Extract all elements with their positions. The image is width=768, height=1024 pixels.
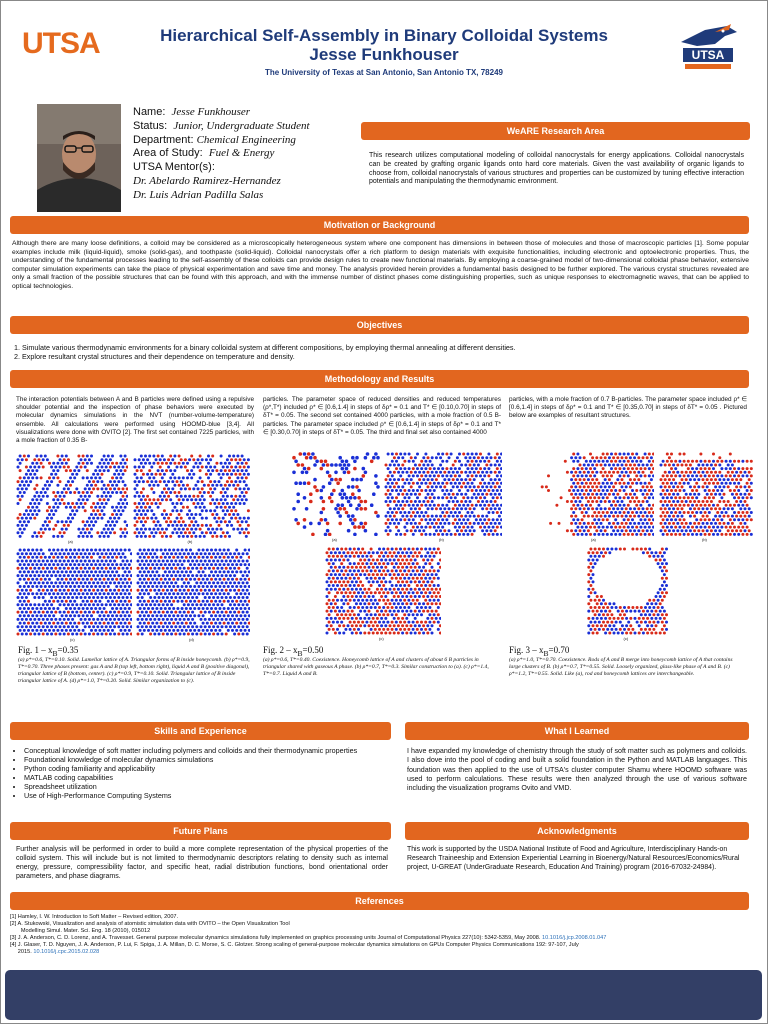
mentor-1: Dr. Abelardo Ramirez-Hernandez — [133, 174, 281, 187]
simulation-snapshot — [570, 547, 685, 635]
reference-item: [4] J. Glaser, T. D. Nguyen, J. A. Anderson, P. Lui, F. Spiga, J. A. Millan, D. C. Morse, S. C. Glotzer. Strong scaling of general-purpose molecular dynamics simulations on GPUs Computer Physics Communications 192: 97-107, July — [10, 942, 579, 948]
reference-doi-link[interactable]: 10.1016/j.cpc.2015.02.028 — [33, 949, 100, 955]
simulation-snapshot — [325, 547, 441, 635]
panel-label: (c) — [623, 636, 629, 641]
utsa-logo-left: UTSA — [22, 27, 100, 60]
simulation-snapshot — [659, 452, 753, 536]
future-text: Further analysis will be performed in order to build a more complete representation of the physical properties of the colloid system. This will include but is not limited to thermodynamic descriptors relating to density such as internal energy, pressure, compressibility factor, and specific heat, radial distribution functions, bond orientational order parameters, and phase diagrams. — [16, 846, 388, 880]
panel-label: (c) — [70, 637, 75, 642]
roadrunner-logo-icon — [675, 22, 741, 74]
area-value: Fuel & Energy — [208, 147, 275, 160]
simulation-snapshot — [16, 454, 128, 538]
poster-header — [0, 0, 768, 95]
reference-doi-link[interactable]: 10.1016/j.jcp.2008.01.047 — [542, 935, 607, 941]
area-label: Area of Study: — [133, 147, 203, 160]
method-text-col3: particles, with a mole fraction of 0.7 B-particles. The parameter space included ρ* ∈ [0.6,1.4] in steps of δρ* = 0.1 and T* ∈ [0.35,0.70] in steps of δT* = 0.05 . Pictured below are examples of resultant structures. — [509, 396, 747, 420]
reference-item: [3] J. A. Anderson, C. D. Lorenz, and A. Travesset. General purpose molecular dynamics simulations fully implemented on graphics processing units Journal of Computational Physics 227(10): 5342-5359, May 2008. 10.1016/j.jcp.2008.01.047 — [10, 935, 607, 941]
panel-label: (b) — [702, 537, 707, 542]
method-text-col2: particles. The parameter space of reduced densities and reduced temperatures (ρ*,T*) included ρ* ∈ [0.6,1.4] in steps of δρ* = 0.1 and T* ∈ [0.10,0.70] in steps of δT* = 0.05. The second set contained 4000 particles, with a mole fraction of 0.5 B-particles. The parameter space included ρ* ∈ [0.6,1.4] in steps of δρ* = 0.1 and T* ∈ [0.30,0.70] in steps of δT* = 0.05. The third and final set also contained 4000 — [263, 396, 501, 436]
simulation-snapshot — [133, 454, 250, 538]
title-line-1: Hierarchical Self-Assembly in Binary Colloidal Systems — [160, 26, 608, 45]
panel-label: (b) — [187, 539, 193, 544]
motivation-header: Motivation or Background — [10, 216, 749, 234]
fig3-caption: Fig. $3 - x_B=0.70$ — [509, 645, 570, 658]
fig1-description: (a) ρ*=0.6, T*=0.10. Solid. Lamellar lattice of A. Triangular forms of B inside honeycomb. (b) ρ*=0.9, T*=0.70. Three phases present: gas A and B (top left, bottom right), liquid A and B (positive diagonal), triangular lattice of B (bottom, center). (c) ρ*=0.9, T*=0.10. Solid. Triangular lattice of B inside triangular lattice of A. (d) ρ*=1.0, T*=0.20. Solid. Similar organization to (c). — [18, 657, 250, 684]
name-label: Name: — [133, 106, 166, 118]
department-label: Department: — [133, 133, 194, 146]
panel-label: (a) — [591, 537, 596, 542]
skill-item: • Python coding familiarity and applicability — [24, 764, 386, 773]
skills-list — [14, 746, 386, 800]
motivation-text: Although there are many loose definitions, a colloid may be considered as a microscopically heterogeneous system where one component has dimensions in between those of molecules and those of macroscopic particles [1]. Some popular examples include milk (liquid-liquid), smoke (solid-gas), and toothpaste (solid-liquid). Colloidal nanocrystals offer a rich platform to design materials with exquisite functionalities, including electronic and optoelectronic properties. Thus, the understanding of the fundamental processes leading to the self-assembly of these colloids can provide design rules to create new functional materials. By employing a coarse-grained model of two-dimensional colloidal phase behavior, extensive computer simulation experiments can take the place of physical experimentation and save time and money. The analysis provided herein provides a fundamental basis designed to be further explored. The various crystal structures revealed are only a small fraction of the possible structures that can be found with this approach, and with the immense number of distinct phases come distinguishing properties, such as unique responses to electromagnetic waves, that can be applied to optical technologies. — [12, 240, 749, 290]
utsa-logo-right-text: UTSA — [691, 48, 725, 62]
skills-header: Skills and Experience — [10, 722, 391, 740]
future-header: Future Plans — [10, 822, 391, 840]
simulation-snapshot — [536, 452, 654, 536]
mentor-label: UTSA Mentor(s): — [133, 161, 215, 174]
skill-item: • Foundational knowledge of molecular dynamics simulations — [24, 755, 386, 764]
profile-info — [133, 106, 310, 203]
references-list — [10, 914, 750, 956]
simulation-snapshot — [16, 548, 132, 636]
reference-item: [1] Hamley, I. W. Introduction to Soft Matter – Revised edition, 2007. — [10, 914, 179, 920]
reference-item: [2] A. Stukowski, Visualization and analysis of atomistic simulation data with OVITO – the Open Visualization Tool — [10, 921, 290, 927]
panel-label: (b) — [439, 537, 444, 542]
skill-item: • Spreadsheet utilization — [24, 782, 386, 791]
fig1-caption: Fig. $1 - x_B=0.35$ — [18, 645, 79, 658]
panel-label: (d) — [189, 637, 194, 642]
fig2-description: (a) ρ*=0.6, T*=0.40. Coexistence. Honeycomb lattice of A and clusters of about 6 B particles in triangular shared with gaseous A phase. (b) ρ*=0.7, T*=0.3. Similar construction to (a). (c) ρ*=1.4, T*=0.7. Liquid A and B. — [263, 657, 489, 677]
status-label: Status: — [133, 119, 168, 132]
panel-label: (a) — [68, 539, 73, 544]
skill-item: • MATLAB coding capabilities — [24, 773, 386, 782]
learned-header: What I Learned — [405, 722, 749, 740]
mentor-2: Dr. Luis Adrian Padilla Salas — [133, 188, 264, 201]
objective-item: 2. Explore resultant crystal structures and their dependence on temperature and density. — [14, 352, 295, 361]
learned-text: I have expanded my knowledge of chemistry through the study of soft matter such as polymers and colloids. I also dove into the pool of coding and built a solid foundation in the Python and MATLAB languages. This foundation was then applied to the use of UTSA's cluster computer Shamu where HOOMD software was used to perform calculations. These results were then analyzed through the use of various software including the visualization programs Ovito and VMD. — [407, 747, 747, 793]
skill-item: • Conceptual knowledge of soft matter including polymers and colloids and their thermodynamic properties — [24, 746, 386, 755]
ack-header: Acknowledgments — [405, 822, 749, 840]
objectives-header: Objectives — [10, 316, 749, 334]
poster-title — [110, 26, 658, 64]
panel-label: (a) — [332, 537, 337, 542]
panel-label: (c) — [379, 636, 384, 641]
reference-item: 2015. 10.1016/j.cpc.2015.02.028 — [10, 949, 100, 955]
fig3-description: (a) ρ*=1.0, T*=0.70. Coexistence. Rods of A and B merge into honeycomb lattice of A that contains large clusters of B. (b) ρ*=0.7, T*=0.55. Solid. Loosely organized, glass-like phase of A and B. (c) ρ*=1.2, T*=0.55. Solid. Like (a), rod and honeycomb lattices are interchangeable. — [509, 657, 733, 677]
simulation-snapshot — [136, 548, 250, 636]
method-text-col1: The interaction potentials between A and B particles were defined using a repulsive shoulder potential and the inspection of phase behaviors were executed by molecular dynamics simulations in the NVT (number-volume-temperature) ensemble. All calculations were performed using HOOMD-blue [3,4]. All visualizations were done with OVITO [2]. The first set contained 7225 particles, with a mole fraction of 0.35 B- — [16, 396, 254, 445]
weare-header: WeARE Research Area — [361, 122, 750, 140]
ack-text: This work is supported by the USDA National Institute of Food and Agriculture, Interdisciplinary Hands-on Research Traineeship and Extension Experiential Learning in Bioenergy/Natural Resources/Economics/Rural project, U-GREAT (UnderGraduate Research, Education And Training) program (2016-67032-24984). — [407, 846, 740, 871]
objective-item: 1. Simulate various thermodynamic environments for a binary colloidal system at different compositions, by employing thermal annealing at different densities. — [14, 343, 516, 352]
skill-item: • Use of High-Performance Computing Systems — [24, 791, 386, 800]
reference-item: Modelling Simul. Mater. Sci. Eng. 18 (2010), 015012 — [10, 928, 151, 934]
profile-photo — [37, 104, 121, 212]
simulation-snapshot — [292, 452, 380, 536]
title-line-2: Jesse Funkhouser — [309, 45, 459, 64]
methodology-header: Methodology and Results — [10, 370, 749, 388]
fig2-caption: Fig. $2 - x_B=0.50$ — [263, 645, 324, 658]
name-value: Jesse Funkhouser — [171, 106, 251, 118]
simulation-snapshot — [384, 452, 502, 536]
department-value: Chemical Engineering — [196, 133, 296, 146]
objectives-list — [14, 343, 749, 361]
references-header: References — [10, 892, 749, 910]
status-value: Junior, Undergraduate Student — [173, 119, 310, 132]
affiliation: The University of Texas at San Antonio, San Antonio TX, 78249 — [265, 68, 503, 77]
footer-band — [5, 970, 762, 1020]
weare-text: This research utilizes computational modeling of colloidal nanocrystals for energy applications. Colloidal nanocrystals can be created by grafting organic ligands onto hard core materials. Given the vast availability of organic ligands to choose from, colloidal nanocrystals of various structures and properties can be customized by tuning effective interaction potentials and manipulating the thermodynamic environment. — [369, 152, 744, 186]
